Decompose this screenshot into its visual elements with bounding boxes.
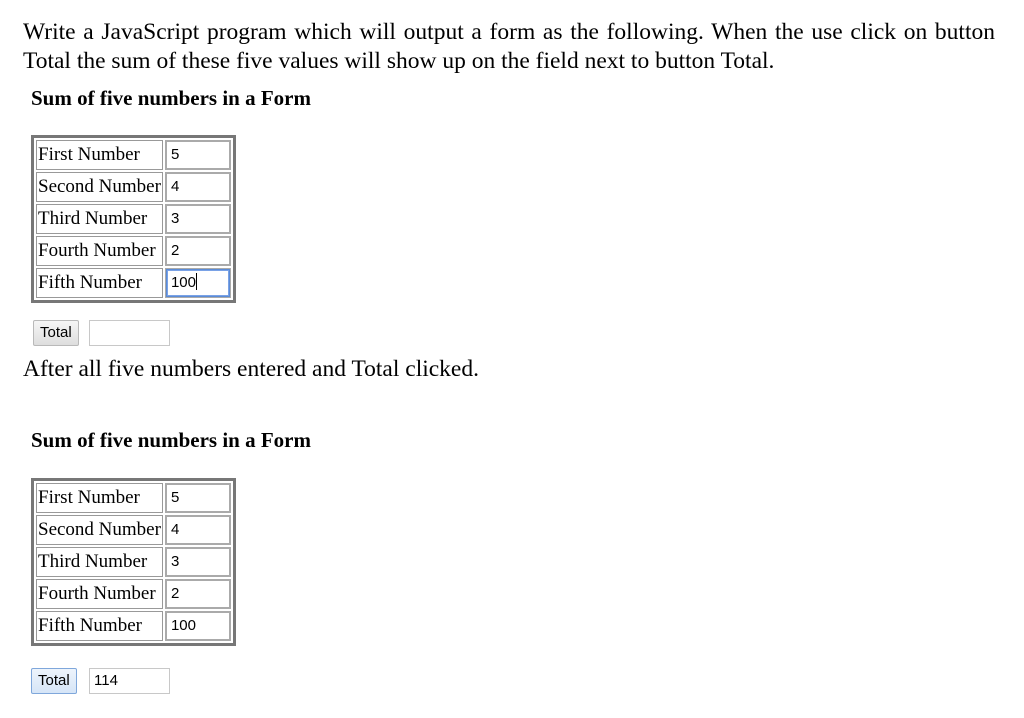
instructions-text: Write a JavaScript program which will output a form as the following. When the use click on button Total the sum of these five values will show up on the field next to button Total.	[23, 19, 995, 74]
table-row	[36, 515, 231, 545]
form-heading-before: Sum of five numbers in a Form	[31, 86, 311, 110]
first-number-label: First Number	[36, 483, 163, 513]
fifth-number-input[interactable]: 100	[166, 612, 230, 640]
first-number-label: First Number	[36, 140, 163, 170]
fourth-number-input[interactable]: 2	[166, 237, 230, 265]
fourth-number-label: Fourth Number	[36, 579, 163, 609]
table-row	[36, 204, 231, 234]
text-caret	[196, 273, 197, 290]
second-number-input[interactable]: 4	[166, 173, 230, 201]
third-number-input[interactable]: 3	[166, 205, 230, 233]
table-row	[36, 611, 231, 641]
total-button-after[interactable]: Total	[31, 668, 77, 694]
numbers-table-before	[31, 135, 236, 303]
fifth-number-label: Fifth Number	[36, 268, 163, 298]
table-row	[36, 236, 231, 266]
fourth-number-input[interactable]: 2	[166, 580, 230, 608]
table-row	[36, 579, 231, 609]
first-number-input[interactable]: 5	[166, 484, 230, 512]
fifth-number-value: 100	[170, 274, 196, 291]
form-heading-after: Sum of five numbers in a Form	[31, 428, 311, 452]
total-button-before[interactable]: Total	[33, 320, 79, 346]
table-row	[36, 140, 231, 170]
second-number-label: Second Number	[36, 172, 163, 202]
numbers-table-after	[31, 478, 236, 646]
fifth-number-input[interactable]	[166, 269, 230, 297]
total-output-before[interactable]	[89, 320, 170, 346]
second-number-input[interactable]: 4	[166, 516, 230, 544]
total-output-after[interactable]: 114	[89, 668, 170, 694]
table-row	[36, 172, 231, 202]
fifth-number-label: Fifth Number	[36, 611, 163, 641]
third-number-label: Third Number	[36, 204, 163, 234]
third-number-label: Third Number	[36, 547, 163, 577]
fourth-number-label: Fourth Number	[36, 236, 163, 266]
table-row	[36, 547, 231, 577]
third-number-input[interactable]: 3	[166, 548, 230, 576]
table-row	[36, 268, 231, 298]
table-row	[36, 483, 231, 513]
after-caption: After all five numbers entered and Total clicked.	[23, 356, 479, 382]
second-number-label: Second Number	[36, 515, 163, 545]
first-number-input[interactable]: 5	[166, 141, 230, 169]
